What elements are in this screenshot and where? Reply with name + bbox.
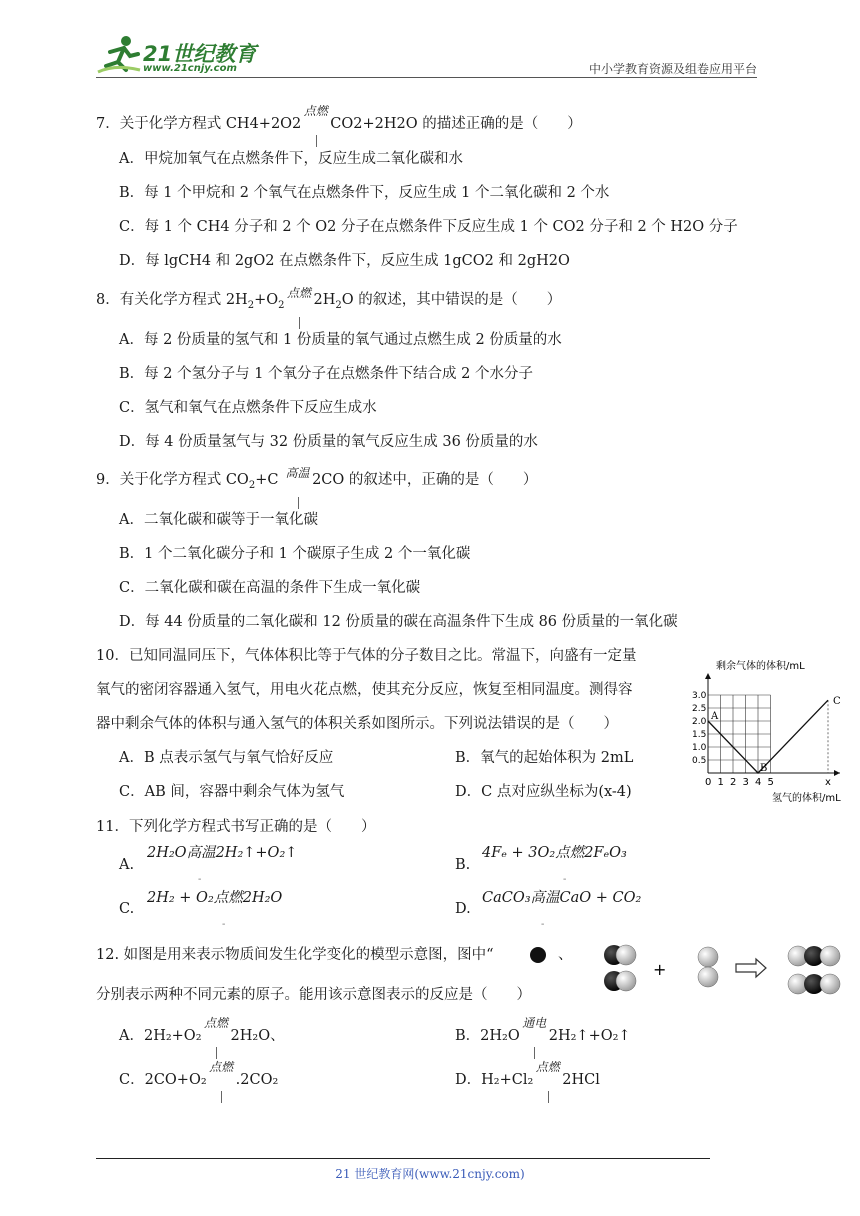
- y-tick-label: 2.5: [692, 704, 707, 714]
- q12-separator: 、: [558, 947, 573, 963]
- q7-option-a: A．甲烷加氧气在点燃条件下，反应生成二氧化碳和水: [119, 151, 463, 167]
- y-axis-arrow: [705, 673, 711, 679]
- q10-stem-line1: 10．已知同温同压下，气体体积比等于气体的分子数目之比。常温下，向盛有一定量: [96, 648, 637, 664]
- point-label-b: B: [760, 763, 768, 774]
- x-axis-arrow: [834, 770, 840, 776]
- q12-option-c: C．2CO+O₂ 点燃 .2CO₂: [119, 1070, 278, 1090]
- q12-option-d: D．H₂+Cl₂ 点燃 2HCl: [455, 1070, 600, 1090]
- q12-reaction-model: [600, 940, 860, 1002]
- q10-volume-chart: [690, 655, 855, 807]
- q11-option-c-equation: 2H₂ + O₂点燃2H₂O: [147, 890, 283, 906]
- q10-stem-line2: 氧气的密闭容器通入氢气，用电火花点燃，使其充分反应，恢复至相同温度。测得容: [96, 682, 633, 698]
- q7-stem: 7．关于化学方程式 CH4+2O2 点燃 CO2+2H2O 的描述正确的是（ ）: [96, 114, 582, 134]
- q8-stem: 8．有关化学方程式 $2H_2+O_2$ 点燃 $2H_2O$ 的叙述，其中错误的是（ ）: [96, 290, 561, 316]
- chart-x-axis-label: 氢气的体积/mL: [772, 793, 841, 804]
- q10-stem-line3: 器中剩余气体的体积与通入氢气的体积关系如图所示。下列说法错误的是（ ）: [96, 716, 618, 732]
- x-tick-label: 5: [767, 777, 774, 788]
- q7-option-c: C．每 1 个 CH4 分子和 2 个 O2 分子在点燃条件下反应生成 1 个 CO2 分子和 2 个 H2O 分子: [119, 219, 738, 235]
- q12-stem-line2: 分别表示两种不同元素的原子。能用该示意图表示的反应是（ ）: [96, 987, 531, 1003]
- header-divider: [96, 77, 757, 78]
- q9-option-c: C．二氧化碳和碳在高温的条件下生成一氧化碳: [119, 580, 421, 596]
- q7-option-d: D．每 lgCH4 和 2gO2 在点燃条件下，反应生成 1gCO2 和 2gH2O: [119, 253, 570, 269]
- q8-option-a: A．每 2 份质量的氢气和 1 份质量的氧气通过点燃生成 2 份质量的水: [119, 332, 562, 348]
- y-tick-label: 1.0: [692, 743, 707, 753]
- q9-option-d: D．每 44 份质量的二氧化碳和 12 份质量的碳在高温条件下生成 86 份质量的一氧化碳: [119, 614, 678, 630]
- chart-y-axis-label: 剩余气体的体积/mL: [716, 661, 805, 672]
- plus-sign: +: [653, 960, 667, 979]
- footer-divider: [96, 1158, 710, 1159]
- q11-option-d-dash: -: [541, 919, 545, 930]
- q12-option-a: A．2H₂+O₂ 点燃 2H₂O、: [119, 1026, 285, 1046]
- reactant-molecule-white-pair-icon: [698, 947, 718, 987]
- y-tick-label: 0.5: [692, 756, 707, 766]
- q12-stem-line1: 12. 如图是用来表示物质间发生化学变化的模型示意图，图中“: [96, 947, 494, 963]
- point-label-a: A: [711, 711, 719, 722]
- q10-option-b: B．氧气的起始体积为 2mL: [455, 750, 634, 766]
- q11-option-b-label: B.: [455, 857, 471, 873]
- q11-option-a-dash: -: [198, 874, 202, 885]
- logo-url: www.21cnjy.com: [143, 63, 237, 74]
- q8-option-c: C．氢气和氧气在点燃条件下反应生成水: [119, 400, 377, 416]
- q11-stem: 11．下列化学方程式书写正确的是（ ）: [96, 819, 376, 835]
- q12-option-b: B．2H₂O 通电 2H₂↑+O₂↑: [455, 1026, 631, 1046]
- q11-option-a-equation: 2H₂O高温2H₂↑+O₂↑: [147, 845, 298, 861]
- x-tick-label: 2: [730, 777, 737, 788]
- footer-link[interactable]: 21 世纪教育网(www.21cnjy.com): [335, 1167, 525, 1181]
- q9-condition: 高温: [283, 476, 312, 496]
- q10-option-a: A．B 点表示氢气与氧气恰好反应: [119, 750, 334, 766]
- q11-option-c-label: C.: [119, 901, 135, 917]
- site-logo: [96, 34, 142, 80]
- logo-title: 21世纪教育: [143, 42, 257, 66]
- q9-option-b: B．1 个二氧化碳分子和 1 个碳原子生成 2 个一氧化碳: [119, 546, 471, 562]
- y-tick-label: 1.5: [692, 730, 707, 740]
- q8-option-b: B．每 2 个氢分子与 1 个氧分子在点燃条件下结合成 2 个水分子: [119, 366, 533, 382]
- q7-option-b: B．每 1 个甲烷和 2 个氧气在点燃条件下，反应生成 1 个二氧化碳和 2 个水: [119, 185, 610, 201]
- product-molecule-icon: [788, 946, 840, 994]
- q11-option-d-label: D.: [455, 901, 471, 917]
- q11-option-a-label: A.: [119, 857, 135, 873]
- black-atom-icon: [528, 945, 548, 965]
- chart-grid: [708, 695, 771, 773]
- chart-axes: [705, 673, 840, 776]
- q8-option-d: D．每 4 份质量氢气与 32 份质量的氧气反应生成 36 份质量的水: [119, 434, 538, 450]
- x-tick-label: 4: [755, 777, 762, 788]
- point-label-c: C: [833, 696, 841, 708]
- x-tick-label: x: [825, 777, 831, 788]
- q10-option-d: D．C 点对应纵坐标为(x-4): [455, 784, 632, 800]
- q11-option-b-equation: 4Fₑ + 3O₂点燃2FₑO₃: [482, 845, 627, 861]
- y-tick-label: 3.0: [692, 691, 707, 701]
- x-tick-label: 1: [717, 777, 724, 788]
- q9-stem: 9．关于化学方程式 $CO_2+C$ 高温 2CO 的叙述中，正确的是（ ）: [96, 470, 537, 496]
- q11-option-c-dash: -: [222, 919, 226, 930]
- y-tick-label: 2.0: [692, 717, 707, 727]
- data-series-line: [708, 700, 828, 773]
- q11-option-b-dash: -: [563, 874, 567, 885]
- reactant-molecule-black-white-icon: [604, 945, 636, 991]
- q8-condition: 点燃: [285, 296, 314, 316]
- q10-option-c: C．AB 间，容器中剩余气体为氢气: [119, 784, 345, 800]
- q7-condition: 点燃: [301, 114, 330, 134]
- runner-logo-icon: [96, 34, 142, 76]
- q11-option-d-equation: CaCO₃高温CaO + CO₂: [482, 890, 642, 906]
- x-tick-label: 0: [705, 777, 712, 788]
- header-platform-text: 中小学教育资源及组卷应用平台: [588, 62, 757, 76]
- x-tick-label: 3: [742, 777, 749, 788]
- reaction-arrow-icon: [736, 959, 766, 977]
- q9-option-a: A．二氧化碳和碳等于一氧化碳: [119, 512, 318, 528]
